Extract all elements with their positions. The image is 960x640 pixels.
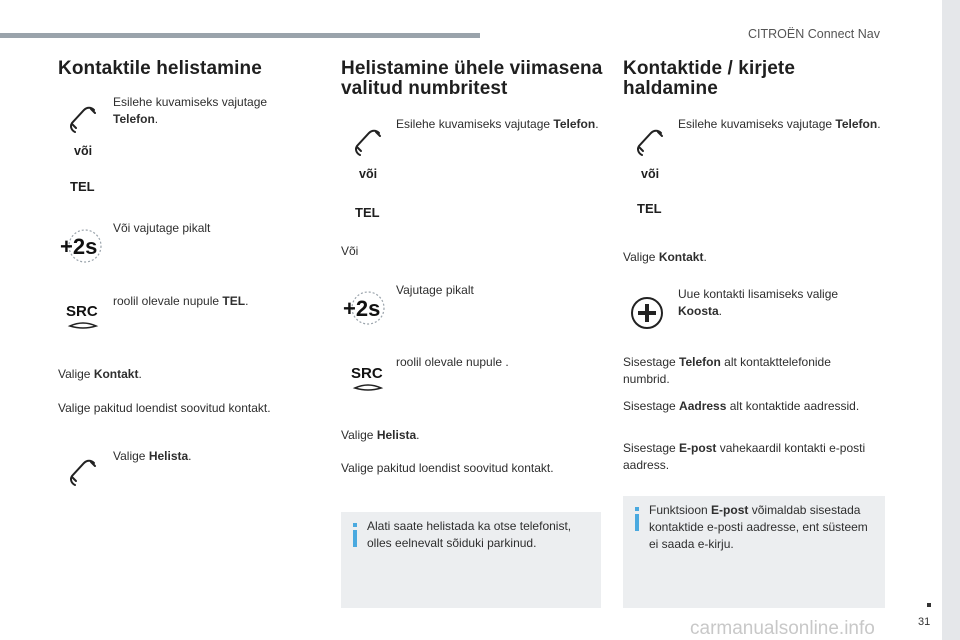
section-manage-contacts — [623, 0, 885, 640]
step-long-press: Või vajutage pikalt — [113, 221, 211, 235]
info-note — [341, 512, 601, 608]
tel-label: TEL — [355, 205, 380, 220]
steering-src-button-icon — [347, 364, 389, 394]
section-heading-line2: valitud numbritest — [341, 78, 508, 99]
step-create-contact: Uue kontakti lisamiseks valige Koosta. — [678, 287, 839, 318]
step-select-contact: Valige Kontakt. — [623, 250, 707, 264]
step-enter-phone: Sisestage Telefon alt kontakttelefonide numbrid. — [623, 355, 831, 386]
info-note-text: Alati saate helistada ka otse telefonist, olles eelnevalt sõiduki parkinud. — [367, 519, 572, 550]
step-press-button: roolil olevale nupule . — [396, 355, 509, 369]
section-call-recent — [341, 0, 603, 640]
section-heading: Kontaktile helistamine — [58, 58, 262, 79]
long-press-2s-icon — [58, 226, 104, 266]
info-note-text: Funktsioon E-post võimaldab sisestada kontaktide e-posti aadresse, ent süsteem ei saada e-kirju. — [649, 503, 868, 551]
step-select-call: Valige Helista. — [341, 428, 420, 442]
phone-handset-icon — [66, 104, 100, 138]
header-title: CITROËN Connect Nav — [748, 27, 880, 41]
or-text: Või — [341, 244, 359, 258]
step-enter-address: Sisestage Aadress alt kontaktide aadressid. — [623, 399, 860, 413]
page-number: 31 — [918, 616, 931, 628]
info-i-icon — [632, 507, 642, 531]
step-long-press: Vajutage pikalt — [396, 283, 474, 297]
step-pick-from-list: Valige pakitud loendist soovitud kontakt. — [341, 461, 554, 475]
or-label: või — [641, 167, 660, 181]
step-press-phone: Esilehe kuvamiseks vajutage Telefon. — [396, 117, 599, 131]
or-label: või — [74, 144, 93, 158]
steering-src-button-icon — [62, 302, 104, 332]
page-side-bar — [942, 0, 960, 640]
add-contact-plus-icon — [630, 296, 664, 330]
long-press-2s-icon — [341, 288, 387, 328]
section-heading-line2: haldamine — [623, 78, 718, 99]
info-note — [623, 496, 885, 608]
watermark: carmanualsonline.info — [690, 618, 875, 639]
step-pick-from-list: Valige pakitud loendist soovitud kontakt. — [58, 401, 271, 415]
step-press-phone: Esilehe kuvamiseks vajutage Telefon. — [678, 117, 881, 131]
or-label: või — [359, 167, 378, 181]
info-i-icon — [350, 523, 360, 547]
phone-handset-icon — [66, 457, 100, 491]
page-marker — [927, 603, 931, 607]
step-select-contact: Valige Kontakt. — [58, 367, 142, 381]
step-press-tel: roolil olevale nupule TEL. — [113, 294, 249, 308]
section-heading-line1: Kontaktide / kirjete — [623, 58, 795, 79]
section-call-contact — [58, 0, 303, 640]
phone-handset-icon — [633, 127, 667, 161]
phone-handset-icon — [351, 127, 385, 161]
step-select-call: Valige Helista. — [113, 449, 192, 463]
tel-label: TEL — [637, 201, 662, 216]
section-heading-line1: Helistamine ühele viimasena — [341, 58, 603, 79]
step-enter-email: Sisestage E-post vahekaardil kontakti e-posti aadress. — [623, 441, 866, 472]
tel-label: TEL — [70, 179, 95, 194]
step-press-phone: Esilehe kuvamiseks vajutage Telefon. — [113, 95, 268, 126]
